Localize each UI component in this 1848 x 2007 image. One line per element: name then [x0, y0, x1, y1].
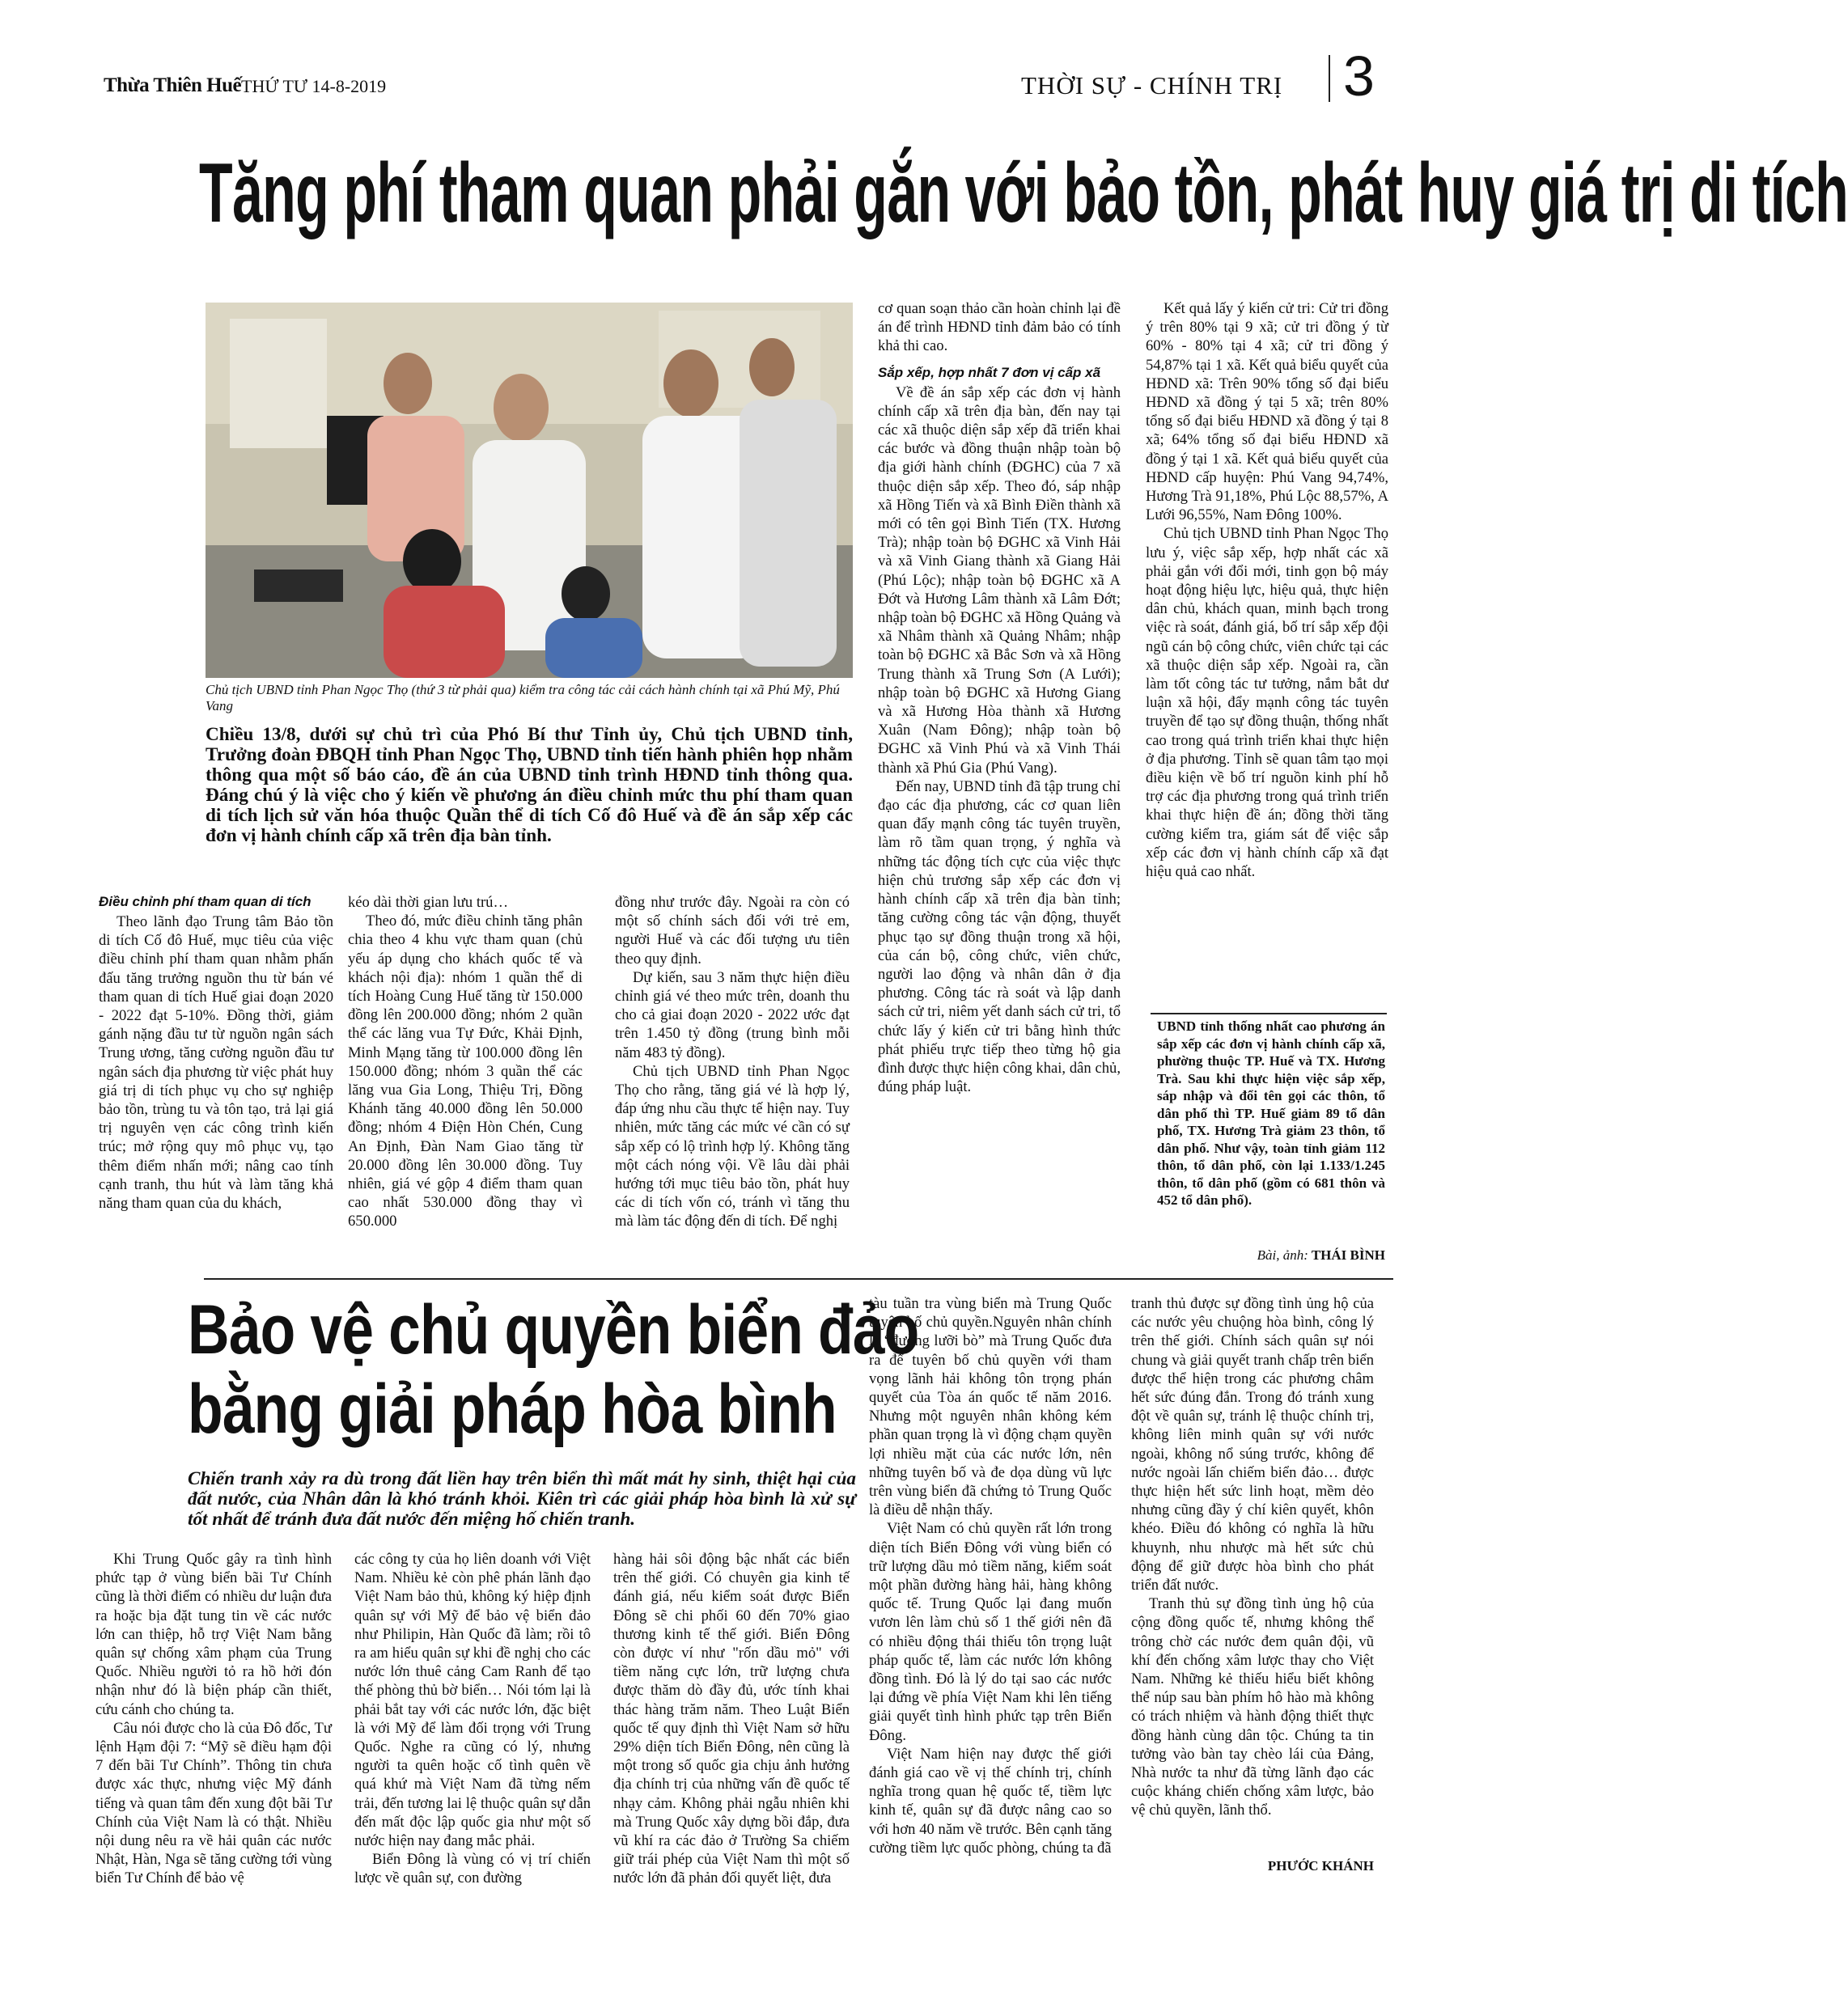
article2-column-5	[1131, 1294, 1374, 1820]
article1-column-2	[348, 893, 583, 1231]
paragraph: Dự kiến, sau 3 năm thực hiện điều chỉnh giá vé theo mức trên, doanh thu cho cả giai đoạn 2020 - 2022 ước đạt trên 1.450 tỷ đồng (trung bình mỗi năm 483 tỷ đồng).	[615, 968, 850, 1061]
paragraph: cơ quan soạn thảo cần hoàn chỉnh lại đề án để trình HĐND tỉnh đảm bảo có tính khả thi cao.	[878, 300, 1121, 355]
article1-column-3	[615, 893, 850, 1231]
paragraph: Biển Đông là vùng có vị trí chiến lược về quân sự, con đường	[354, 1851, 591, 1887]
article1-column-1	[99, 893, 333, 1213]
article1-column-4	[878, 299, 1121, 1096]
paragraph: Theo đó, mức điều chỉnh tăng phân chia theo 4 khu vực tham quan (chủ yếu áp dụng cho khách quốc tế và khách nội địa): nhóm 1 quần thể di tích Hoàng Cung Huế tăng từ 150.000 đồng lên 200.000 đồng; nhóm 2 quần thể các lăng vua Tự Đức, Khải Định, Minh Mạng tăng từ 100.000 đồng lên 150.000 đồng; nhóm 3 quần thể các lăng vua Gia Long, Thiệu Trị, Đồng Khánh tăng 40.000 đồng lên 50.000 đồng; nhóm 4 Điện Hòn Chén, Cung An Định, Đàn Nam Giao tăng từ 20.000 đồng lên 30.000 đồng. Tuy nhiên, giá vé gộp 4 điểm tham quan cao nhất 530.000 đồng thay vì 650.000	[348, 912, 583, 1230]
paragraph: tranh thủ được sự đồng tình ủng hộ của các nước yêu chuộng hòa bình, công lý trên thế giới. Chính sách quân sự nói chung và giải quyết tranh chấp trên biển được thể hiện trong các phương châm hết sức đúng đắn. Trong đó tránh xung đột về quân sự, tránh lệ thuộc chính trị, không liên minh quân sự với nước ngoài, không nổ súng trước, không để nước ngoài lấn chiếm biển đảo… được thực hiện hết sức linh hoạt, mềm dẻo nhưng cũng đầy ý chí kiên quyết, khôn khéo. Điều đó không có nghĩa là hữu khuynh, nhu nhược mà hết sức chủ động để giữ được hòa bình cho phát triển đất nước.	[1131, 1295, 1374, 1594]
article2-lead: Chiến tranh xảy ra dù trong đất liền hay trên biển thì mất mát hy sinh, thiệt hại của đất nước, của Nhân dân là khó tránh khỏi. Kiên trì các giải pháp hòa bình là xử sự tốt nhất để tránh đưa đất nước đến miệng hố chiến tranh.	[188, 1468, 856, 1530]
article2-headline-line1: Bảo vệ chủ quyền biển đảo	[188, 1291, 919, 1369]
page-number: 3	[1343, 44, 1375, 108]
article2-column-4	[869, 1294, 1112, 1857]
paragraph: kéo dài thời gian lưu trú…	[348, 894, 509, 911]
paragraph: Tranh thủ sự đồng tình ủng hộ của cộng đồng quốc tế, nhưng không thể trông chờ các nước đem quân đội, vũ khí đến chống xâm lược thay cho Việt Nam. Những kẻ thiếu hiểu biết không thể núp sau bàn phím hô hào mà không có trách nhiệm và hành động thiết thực đồng hành cùng dân tộc. Chúng ta tin tưởng vào bàn tay chèo lái của Đảng, Nhà nước ta như đã từng lãnh đạo các cuộc kháng chiến chống xâm lược, bảo vệ chủ quyền, lãnh thổ.	[1131, 1595, 1374, 1819]
sidebar-box: UBND tỉnh thống nhất cao phương án sắp xếp các đơn vị hành chính cấp xã, phường thuộc TP. Huế và TX. Hương Trà. Sau khi thực hiện việc sắp xếp, sáp nhập và đổi tên gọi các thôn, tổ dân phố thì TP. Huế giảm 89 tổ dân phố, TX. Hương Trà giảm 23 thôn, tổ dân phố. Như vậy, toàn tỉnh giảm 112 thôn, tổ dân phố, còn lại 1.133/1.245 thôn, tổ dân phố (gồm có 681 thôn và 452 tổ dân phố).	[1157, 1018, 1385, 1208]
article2-column-2	[354, 1550, 591, 1888]
paragraph: Việt Nam hiện nay được thế giới đánh giá cao về vị thế chính trị, chính nghĩa trong quan hệ quốc tế, tiềm lực kinh tế, quân sự đã được nâng cao so với hơn 40 năm về trước. Bên cạnh tăng cường tiềm lực quốc phòng, chúng ta đã	[869, 1745, 1112, 1857]
article1-lead: Chiều 13/8, dưới sự chủ trì của Phó Bí thư Tỉnh ủy, Chủ tịch UBND tỉnh, Trưởng đoàn ĐBQH tỉnh Phan Ngọc Thọ, UBND tỉnh tiến hành phiên họp nhằm thông qua một số báo cáo, đề án của UBND tỉnh trình HĐND tỉnh thông qua. Đáng chú ý là việc cho ý kiến về phương án điều chỉnh mức thu phí tham quan di tích lịch sử văn hóa thuộc Quần thể di tích Cố đô Huế và đề án sắp xếp các đơn vị hành chính cấp xã trên địa bàn tỉnh.	[206, 724, 853, 846]
article2-headline-line2: bằng giải pháp hòa bình	[188, 1370, 837, 1448]
paragraph: đồng như trước đây. Ngoài ra còn có một số chính sách đối với trẻ em, người Huế và các đối tượng ưu tiên theo quy định.	[615, 894, 850, 968]
issue-date: THỨ TƯ 14-8-2019	[241, 76, 387, 96]
photo-illustration	[206, 303, 853, 678]
subheading-fee: Điều chỉnh phí tham quan di tích	[99, 894, 312, 909]
section-title: THỜI SỰ - CHÍNH TRỊ	[1021, 71, 1283, 100]
article2-column-1	[95, 1550, 332, 1888]
byline-name: THÁI BÌNH	[1311, 1247, 1385, 1263]
article-separator	[204, 1278, 1393, 1280]
article1-byline	[1149, 1247, 1385, 1264]
paragraph: Khi Trung Quốc gây ra tình hình phức tạp ở vùng biển bãi Tư Chính cũng là thời điểm có nhiều dư luận đưa ra hoặc bịa đặt tung tin về các nước lớn can thiệp, hỗ trợ Việt Nam bằng quân sự chống xâm phạm của Trung Quốc. Nhiều người tỏ ra hồ hởi đón nhận như đó là biện pháp cần thiết, cứu cánh cho chúng ta.	[95, 1551, 332, 1718]
paragraph: Đến nay, UBND tỉnh đã tập trung chỉ đạo các địa phương, các cơ quan liên quan đẩy mạnh công tác tuyên truyền, làm rõ tầm quan trọng, ý nghĩa và những tác động tích cực của việc thực hiện chủ trương sắp xếp các đơn vị hành chính cấp xã trên địa bàn tỉnh; tăng cường công tác vận động, thuyết phục tạo sự đồng thuận trong xã hội, của cán bộ, công chức, viên chức, người lao động và nhân dân ở địa phương. Công tác rà soát và lập danh sách cử tri, niêm yết danh sách cử tri, tổ chức lấy ý kiến cử tri bằng hình thức phát phiếu trực tiếp theo từng hộ gia đình được thực hiện công khai, dân chủ, đúng pháp luật.	[878, 777, 1121, 1096]
photo-caption: Chủ tịch UBND tỉnh Phan Ngọc Thọ (thứ 3 từ phải qua) kiểm tra công tác cải cách hành chính tại xã Phú Mỹ, Phú Vang	[206, 682, 840, 713]
paragraph: Chủ tịch UBND tỉnh Phan Ngọc Thọ lưu ý, việc sắp xếp, hợp nhất các xã phải gắn với đổi mới, tinh gọn bộ máy hoạt động hiệu lực, hiệu quả, thực hiện dân chủ, khách quan, minh bạch trong việc rà soát, đánh giá, bố trí sắp xếp đội ngũ cán bộ công chức, viên chức tại các xã thuộc diện sắp xếp. Ngoài ra, cần làm tốt công tác tư tưởng, nắm bắt dư luận xã hội, đẩy mạnh công tác tuyên truyền để tạo sự đồng thuận, thống nhất cao trong quá trình triển khai thực hiện ở địa phương. Tỉnh sẽ quan tâm tạo mọi điều kiện về bố trí nguồn kinh phí hỗ trợ các địa phương trong quá trình triển khai thực hiện đề án; đồng thời tăng cường kiểm tra, giám sát để việc sắp xếp các đơn vị hành chính cấp xã đạt hiệu quả cao nhất.	[1146, 525, 1388, 881]
subheading-merge: Sắp xếp, hợp nhất 7 đơn vị cấp xã	[878, 364, 1101, 380]
paragraph: Việt Nam có chủ quyền rất lớn trong diện tích Biển Đông với vùng biển có trữ lượng dầu mỏ tiềm năng, kiểm soát một phần đường hàng hải, hàng không quốc tế. Trung Quốc lại đang muốn vươn lên làm chủ số 1 thế giới nên đã có nhiều động thái thiếu tôn trọng luật pháp quốc tế, làm các nước lớn không đồng tình. Đó là lý do tại sao các nước lại đứng về phía Việt Nam khi lên tiếng giải quyết tình hình phức tạp trên Biển Đông.	[869, 1520, 1112, 1744]
paragraph: hàng hải sôi động bậc nhất các biển trên thế giới. Có chuyên gia kinh tế đánh giá, nếu kiểm soát được Biển Đông sẽ chi phối 60 đến 70% giao thương kinh tế thế giới. Biển Đông còn được ví như "rốn dầu mỏ" với tiềm năng cực lớn, trữ lượng chưa được thăm dò đầy đủ, ước tính khai thác hàng trăm năm. Theo Luật Biển quốc tế quy định thì Việt Nam sở hữu 29% diện tích Biển Đông, nên cũng là một trong số quốc gia chịu ảnh hưởng địa chính trị của những vấn đề quốc tế nhạy cảm. Không phải ngẫu nhiên khi mà Trung Quốc xây dựng bồi đắp, đưa vũ khí ra các đảo ở Trường Sa chiếm giữ trái phép của Việt Nam thì một số nước lớn đã phản đối quyết liệt, đưa	[613, 1551, 850, 1887]
article1-headline: Tăng phí tham quan phải gắn với bảo tồn, phát huy giá trị di tích	[199, 146, 1848, 240]
paragraph: tàu tuần tra vùng biển mà Trung Quốc tuyên bố chủ quyền.Nguyên nhân chính là “đường lưỡi bò” mà Trung Quốc đưa ra để tuyên bố chủ quyền với tham vọng lãnh hải không tôn trọng phán quyết của Tòa án quốc tế năm 2016. Nhưng một nguyên nhân không kém phần quan trọng là vì động chạm quyền lợi nhiều mặt của các nước lớn, nên những tuyên bố và đe dọa dùng vũ lực trên vùng biển đã chứng tỏ Trung Quốc là điều dễ nhận thấy.	[869, 1295, 1112, 1519]
paragraph: Kết quả lấy ý kiến cử tri: Cử tri đồng ý trên 80% tại 9 xã; cử tri đồng ý từ 60% - 80% tại 4 xã; cử tri đồng ý 54,87% tại 1 xã. Kết quả biểu quyết của HĐND xã: Trên 90% tổng số đại biểu HĐND xã đồng ý tại 5 xã; trên 80% tổng số đại biểu HĐND xã đồng ý tại 8 xã; 64% tổng số đại biểu HĐND xã đồng ý tại 1 xã. Kết quả biểu quyết của HĐND cấp huyện: Phú Vang 94,74%, Hương Trà 91,18%, Phú Lộc 88,57%, A Lưới 96,55%, Nam Đông 100%.	[1146, 300, 1388, 524]
masthead-paper-name: Thừa Thiên Huế	[104, 74, 242, 96]
paragraph: các công ty của họ liên doanh với Việt Nam. Nhiều kẻ còn phê phán lãnh đạo Việt Nam bảo thủ, không ký hiệp định quân sự với Mỹ để bảo vệ biển đảo như Philipin, Hàn Quốc đã làm; rồi tô ra am hiểu quân sự khi đề nghị cho các nước lớn thuê cảng Cam Ranh để tạo thế phòng thủ bờ biển… Nói tóm lại là phải bắt tay với các nước lớn, đặc biệt là với Mỹ để làm đối trọng với Trung Quốc. Nghe ra cũng có lý, nhưng người ta quên hoặc cố tình quên về quá khứ mà Việt Nam đã từng nếm trải, đến tương lai lệ thuộc quân sự dẫn đến mất độc lập quốc gia như một số nước hiện nay đang mắc phải.	[354, 1551, 591, 1850]
byline-label: Bài, ảnh:	[1257, 1247, 1308, 1263]
article2-byline: PHƯỚC KHÁNH	[1267, 1858, 1374, 1874]
paragraph: Chủ tịch UBND tỉnh Phan Ngọc Thọ cho rằng, tăng giá vé là hợp lý, đáp ứng nhu cầu thực tế hiện nay. Tuy nhiên, mức tăng các mức vé cần có sự sắp xếp có lộ trình hợp lý. Không tăng một cách nóng vội. Về lâu dài phải hướng tới mục tiêu bảo tồn, phát huy các di tích vốn có, tránh vì tăng thu mà làm tác động đến di tích. Để nghị	[615, 1062, 850, 1230]
article2-column-3	[613, 1550, 850, 1888]
paragraph: Theo lãnh đạo Trung tâm Bảo tồn di tích Cố đô Huế, mục tiêu của việc điều chỉnh phí tham quan nhằm phấn đấu tăng trưởng nguồn thu từ bán vé tham quan di tích Huế giai đoạn 2020 - 2022 đạt 5-10%. Đồng thời, giảm gánh nặng đầu tư từ nguồn ngân sách Trung ương, tăng cường nguồn đầu tư ngân sách địa phương từ việc phát huy giá trị di tích phục vụ cho sự nghiệp bảo tồn, trùng tu và tôn tạo, trả lại giá trị nguyên vẹn các công trình kiến trúc; mở rộng quy mô phục vụ, tạo thêm điểm nhấn mới; nâng cao tính cạnh tranh, thu hút và làm tăng khả năng tham quan của du khách,	[99, 913, 333, 1213]
press-photo	[206, 303, 853, 678]
article1-column-5	[1146, 299, 1388, 881]
paragraph: Câu nói được cho là của Đô đốc, Tư lệnh Hạm đội 7: “Mỹ sẽ điều hạm đội 7 đến bãi Tư Chính”. Thông tin chưa được xác thực, nhưng việc Mỹ đánh tiếng và quan tâm đến xung đột bãi Tư Chính của Việt Nam là có thật. Nhiều nội dung nêu ra về hải quân các nước Nhật, Hàn, Nga sẽ tăng cường tới vùng biển Tư Chính để bảo vệ	[95, 1719, 332, 1887]
box-top-rule	[1151, 1013, 1387, 1014]
header-separator	[1329, 55, 1330, 102]
paragraph: Về đề án sắp xếp các đơn vị hành chính cấp xã trên địa bàn, đến nay tại các xã thuộc diện sắp xếp đã triển khai các bước và đồng thuận nhập toàn bộ địa giới hành chính (ĐGHC) của 7 xã thuộc diện sắp xếp. Theo đó, sáp nhập xã Hồng Tiến và xã Bình Điền thành xã mới có tên gọi Bình Tiến (TX. Hương Trà); nhập toàn bộ ĐGHC xã Vinh Hải và xã Vinh Giang thành xã Giang Hải (Phú Lộc); nhập toàn bộ ĐGHC xã A Đớt và Hương Lâm thành xã Lâm Đớt; nhập toàn bộ ĐGHC xã Hồng Quảng và xã Nhâm thành xã Quảng Nhâm; nhập toàn bộ ĐGHC xã Bắc Sơn và xã Hồng Trung thành xã Trung Sơn (A Lưới); nhập toàn bộ ĐGHC xã Hương Giang và xã Hương Hòa thành xã Hương Xuân (Nam Đông); nhập toàn bộ ĐGHC xã Vinh Phú và xã Vinh Thái thành xã Phú Gia (Phú Vang).	[878, 383, 1121, 777]
